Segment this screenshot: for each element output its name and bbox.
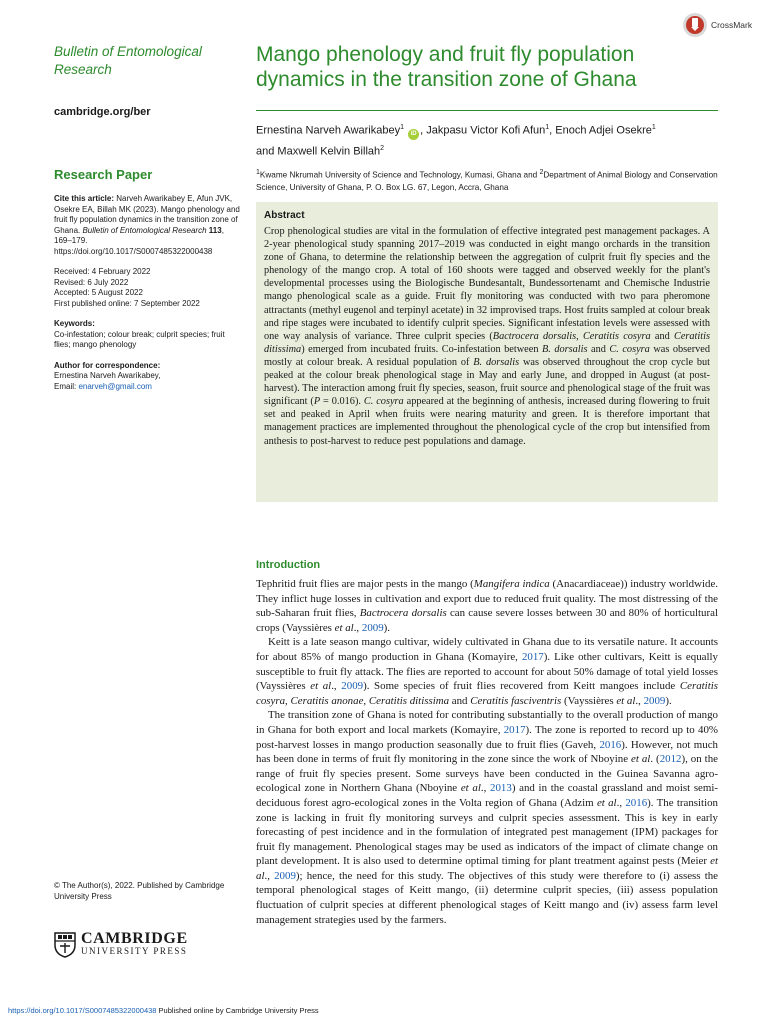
cambridge-shield-icon [54, 932, 76, 958]
citation-link[interactable]: 2013 [490, 782, 512, 795]
author-name[interactable]: Jakpasu Victor Kofi Afun [426, 124, 546, 137]
citation-link[interactable]: 2016 [599, 738, 622, 751]
affiliation-2: Department of Animal Biology and Conservation Science, University of Ghana, P. O. Box LG. 67, Legon, Accra, Ghana [256, 170, 718, 192]
author-name[interactable]: Maxwell Kelvin Billah [277, 145, 381, 158]
orcid-icon[interactable]: iD [408, 129, 419, 140]
article-type: Research Paper [54, 167, 153, 182]
author-name[interactable]: Ernestina Narveh Awarikabey [256, 124, 401, 137]
keywords: Co-infestation; colour break; culprit species; fruit flies; mango phenology [54, 329, 225, 349]
footer-doi-link[interactable]: https://doi.org/10.1017/S0007485322000438 [8, 1006, 157, 1015]
cite-journal: Bulletin of Entomological Research [82, 225, 207, 235]
citation-link[interactable]: 2009 [361, 621, 384, 634]
license-statement: © The Author(s), 2022. Published by Cambridge University Press [54, 881, 225, 901]
email-link[interactable]: enarveh@gmail.com [78, 381, 152, 391]
cite-volume: 113 [208, 225, 222, 235]
author-name[interactable]: Enoch Adjei Osekre [555, 124, 652, 137]
intro-paragraph: Keitt is a late season mango cultivar, widely cultivated in Ghana due to its versatile nature. It accounts for about 85% of mango production in Ghana (Komayire, 2017). Like other cultivars, Keitt is equally susceptible to fruit fly attack. The flies are reported to account for about 50% damage of total yield losses (Vayssières et al., 2009). Some species of fruit flies recovered from Keitt mangoes include Ceratitis cosyra, Ceratitis anonae, Ceratitis ditissima and Ceratitis fasciventris (Vayssières et al., 2009). [256, 636, 718, 707]
crossmark-badge[interactable] [682, 12, 752, 38]
page-footer [8, 1006, 319, 1015]
email-label: Email: [54, 381, 79, 391]
cite-label: Cite this article: [54, 194, 115, 203]
article-info-sidebar [54, 194, 240, 392]
citation-link[interactable]: 2009 [274, 869, 296, 882]
citation-link[interactable]: 2012 [659, 753, 682, 766]
received-date: Received: 4 February 2022 [54, 267, 151, 276]
introduction-heading: Introduction [256, 559, 321, 571]
title-divider [256, 110, 718, 111]
cambridge-wordmark [81, 930, 188, 957]
cite-pages: , 169–179. https:// [54, 225, 224, 256]
cambridge-wordmark-line1: CAMBRIDGE [81, 930, 188, 947]
intro-paragraph: The transition zone of Ghana is noted for contributing substantially to the overall production of mango in Ghana for both export and local markets (Komayire, 2017). The zone is reported to record up to 40% post-harvest losses in mango production seasonally due to fruit flies (Gaveh, 2016). However, not much has been done in terms of fruit fly monitoring in the zone since the work of Nboyine et al. (2012), on the range of fruit fly species present. Some surveys have been conducted in the Guinea Savanna agro-ecological zone in Northern Ghana (Nboyine et al., 2013) and in the coastal grassland and moist semi-deciduous forest agro-ecological zones in the Volta region of Ghana (Adzim et al., 2016). The transition zone is lacking in fruit fly monitoring surveys and culprit species assessment. This is key in early forecasting of pest incidence and in the formulation of integrated pest management (IPM) packages for fruit fly management. Phenological stages may be used as indicators of the impact of climate change on plant development. It is also used to determine optimal timing for plant treatment against pests (Meier et al., 2009); hence, the need for this study. The objectives of this study were therefore to (i) assess the temporal phenological stages of Keitt mango, (ii) determine culprit species, (iii) assess population fluctuation of culprit species at different phenological stages of Keitt mango and (iv) assess farm level management strategies used by the farmers. [256, 709, 719, 926]
intro-paragraph: Tephritid fruit flies are major pests in the mango (Mangifera indica (Anacardiaceae)) industry worldwide. They inflict huge losses in cultivation and export due to reduced fruit quality. The most distressing of the sub-Saharan fruit flies, Bactrocera dorsalis can cause severe losses between 30 and 80% of horticultural crops (Vayssières et al., 2009). [256, 578, 719, 634]
affiliation-1: Kwame Nkrumah University of Science and Technology, Kumasi, Ghana and [259, 170, 540, 180]
crossmark-label: CrossMark [711, 20, 753, 30]
abstract-box [256, 202, 718, 502]
affiliations: $^1$Kwame Nkrumah University of Science and Technology, Kumasi, Ghana and $^2$Department of Animal Biology and Conservation Science, University of Ghana, P. O. Box LG. 67, Legon, Accra, Ghana [256, 169, 718, 192]
revised-date: Revised: 6 July 2022 [54, 277, 129, 287]
journal-url[interactable]: cambridge.org/ber [54, 106, 151, 118]
citation-link[interactable]: 2009 [643, 694, 666, 707]
citation [54, 194, 240, 257]
author-list: Ernestina Narveh Awarikabey$^1$ iD , Jakpasu Victor Kofi Afun$^1$, Enoch Adjei Osekre$^1$ and Maxwell Kelvin Billah$^2$ [256, 124, 656, 158]
crossmark-icon [682, 12, 708, 38]
accepted-date: Accepted: 5 August 2022 [54, 288, 143, 297]
cambridge-wordmark-line2: UNIVERSITY PRESS [81, 946, 188, 956]
correspondence-label: Author for correspondence: [54, 360, 161, 370]
abstract-heading: Abstract [264, 210, 305, 221]
citation-link[interactable]: 2017 [503, 723, 526, 736]
article-title: Mango phenology and fruit fly population dynamics in the transition zone of Ghana [256, 43, 637, 91]
citation-link[interactable]: 2009 [341, 680, 364, 693]
published-date: First published online: 7 September 2022 [54, 298, 200, 308]
introduction-body [256, 577, 718, 927]
abstract-text: Crop phenological studies are vital in the formulation of effective integrated pest management packages. A 2-year phenological study spanning 2017–2019 was conducted in eight mango orchards in the transition zone of Ghana, to determine the relationship between the aggregation of culprit fruit fly species and the phenology of the mango crop. A total of 160 shoots were tagged and observed weekly for the plant's developmental processes using the Biologische Bundesantalt, Bundessortenamt and Chemische Industrie mango phenological scale as a guide. Fruit fly monitoring was conducted with two para pheromone attractants (methyl eugenol and terpinyl acetate) in 32 improvised traps. Host fruits sampled at colour break and ripe stages were incubated to identify culprit species. Significant infestation levels were assessed with one way analysis of variance. Three culprit species (Bactrocera dorsalis, Ceratitis cosyra and Ceratitis ditissima) emerged from incubated fruits. Co-infestation between B. dorsalis and C. cosyra was observed mostly at colour break. A residual population of B. dorsalis was observed throughout the crop cycle but peaked at the colour break phenological stage in May and early June, and dropped in August (at post-harvest). The interaction among fruit fly species, season, fruit source and phenological stage of the fruit was significant (P = 0.016). C. cosyra appeared at the beginning of anthesis, increased during flowering to fruit set and peaked in April when fruits were nearing maturity and green. It is therefore important that management practices are implemented throughout the phenological cycle of the crop but intensified from anthesis to post-harvest to reduce pest populations and damage. [264, 226, 711, 447]
cite-text: Narveh Awarikabey E, Afun JVK, Osekre EA, Billah MK (2023). Mango phenology and fruit fly population dynamics in the transition zone of Ghana. [54, 194, 240, 235]
correspondence-email-line [54, 382, 240, 393]
cite-doi[interactable]: doi.org/10.1017/S0007485322000438 [78, 246, 213, 256]
cambridge-logo [54, 932, 188, 958]
citation-link[interactable]: 2017 [521, 650, 544, 663]
journal-name: Bulletin of Entomological Research [54, 44, 202, 77]
keywords-label: Keywords: [54, 319, 95, 328]
citation-link[interactable]: 2016 [625, 796, 648, 809]
correspondence-name: Ernestina Narveh Awarikabey, [54, 371, 161, 380]
footer-text: Published online by Cambridge University Press [156, 1006, 319, 1015]
